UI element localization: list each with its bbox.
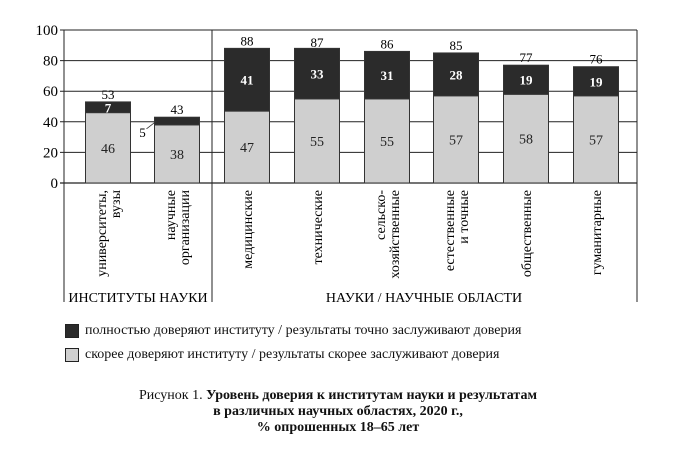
figure-caption: [0, 388, 676, 436]
category-label: технические: [311, 190, 326, 265]
bar-segment: [155, 117, 200, 125]
bar-total-label: 86: [380, 36, 394, 52]
bar-value-label: 55: [380, 134, 394, 150]
caption-line3: % опрошенных 18–65 лет: [256, 420, 420, 435]
caption-prefix: Рисунок 1.: [138, 388, 203, 403]
category-label: научные: [164, 190, 179, 241]
bar-value-label: 5: [139, 124, 146, 140]
legend-swatch-light: [65, 348, 79, 362]
category-label: университеты,: [95, 190, 110, 277]
category-label: естественные: [443, 190, 458, 272]
bar-value-label: 19: [589, 74, 603, 90]
category-label: гуманитарные: [590, 190, 605, 276]
bar-total-label: 85: [449, 37, 463, 53]
y-tick-label: 80: [43, 53, 58, 70]
y-tick-label: 0: [50, 176, 58, 192]
bar-value-label: 7: [104, 100, 112, 116]
bar-total-label: 53: [101, 86, 115, 102]
group-label: ИНСТИТУТЫ НАУКИ: [68, 291, 208, 306]
y-tick-label: 40: [43, 114, 58, 131]
legend-item-full-trust: [65, 323, 521, 339]
caption-line1: Уровень доверия к институтам науки и результатам: [206, 388, 538, 403]
bar-total-label: 76: [589, 51, 603, 67]
bar-value-label: 55: [310, 134, 324, 150]
bar-value-label: 33: [310, 66, 324, 82]
bar-value-label: 31: [380, 68, 394, 84]
category-label: вузы: [109, 190, 124, 219]
legend-item-partial-trust: [65, 347, 500, 363]
category-label: организации: [178, 190, 193, 266]
bar-value-label: 47: [240, 141, 254, 157]
legend-swatch-dark: [65, 324, 79, 338]
bar-total-label: 87: [310, 34, 324, 50]
bar-value-label: 58: [519, 132, 533, 148]
bar-total-label: 88: [240, 33, 254, 49]
category-label: общественные: [520, 190, 535, 278]
bar-value-label: 41: [240, 72, 254, 88]
bar-total-label: 77: [519, 50, 533, 66]
bar-value-label: 28: [449, 67, 463, 83]
bar-total-label: 43: [170, 102, 184, 118]
legend-label: полностью доверяют институту / результаты точно заслуживают доверия: [85, 323, 522, 338]
bar-value-label: 38: [170, 147, 184, 163]
category-label: хозяйственные: [388, 190, 403, 279]
bar-value-label: 19: [519, 72, 533, 88]
category-label: медицинские: [241, 190, 256, 269]
y-tick-label: 20: [43, 145, 58, 162]
legend-label: скорее доверяют институту / результаты скорее заслуживают доверия: [85, 347, 500, 362]
group-label: НАУКИ / НАУЧНЫЕ ОБЛАСТИ: [325, 291, 523, 306]
category-label: сельско-: [374, 190, 389, 240]
category-label: и точные: [457, 190, 472, 244]
bar-value-label: 46: [101, 141, 115, 157]
y-tick-label: 60: [43, 84, 58, 101]
caption-line2: в различных научных областях, 2020 г.,: [213, 404, 463, 419]
y-tick-label: 100: [35, 23, 58, 39]
bar-value-label: 57: [589, 133, 603, 149]
bar-value-label: 57: [449, 133, 463, 149]
